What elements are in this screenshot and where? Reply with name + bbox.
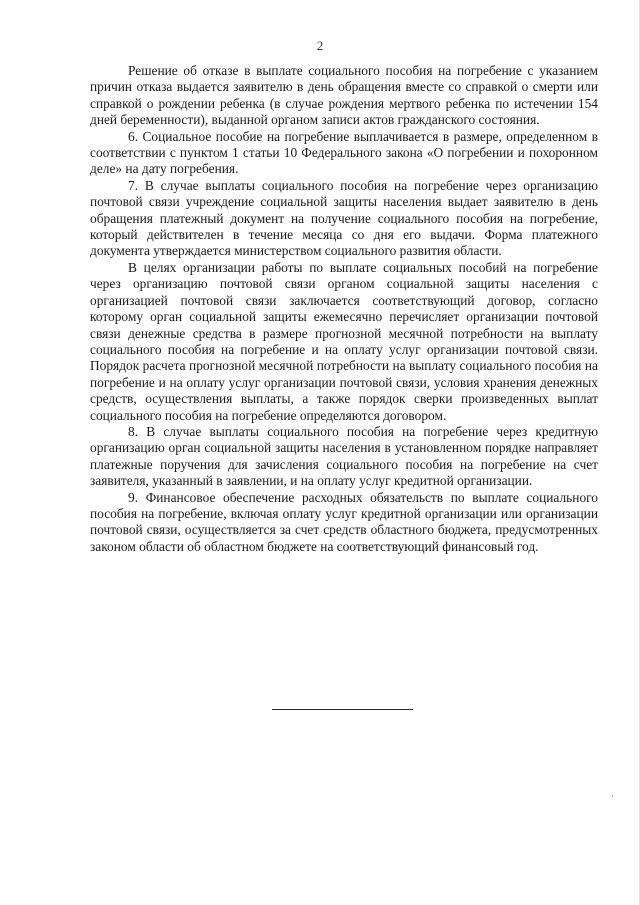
end-separator-line bbox=[272, 709, 413, 710]
page-number: 2 bbox=[316, 38, 324, 53]
paragraph-9-financing: 9. Финансовое обеспечение расходных обязательств по выплате социального пособия на погребение, включая оплату услуг кредитной организации или организации почтовой связи, осуществляется за счет средств областного бюджета, предусмотренных законом области об областном бюджете на соответствующий финансовый год. bbox=[90, 489, 598, 554]
paragraph-8-credit-organization: 8. В случае выплаты социального пособия на погребение через кредитную организацию орган социальной защиты населения в установленном порядке направляет платежные поручения для зачисления социального пособия на погребение на счет заявителя, указанный в заявлении, и на оплату услуг кредитной организации. bbox=[90, 423, 598, 489]
paragraph-postal-organization-contract: В целях организации работы по выплате социальных пособий на погребение через организацию почтовой связи органом социальной защиты населения с организацией почтовой связи заключается соответствующий договор, согласно которому орган социальной защиты ежемесячно перечисляет организации почтовой связи денежные средства в размере прогнозной месячной потребности на выплату социального пособия на погребение и на оплату услуг организации почтовой связи. Порядок расчета прогнозной месячной потребности на выплату социального пособия на погребение и на оплату услуг организации почтовой связи, условия хранения денежных средств, осуществления выплаты, а также порядок сверки произведенных выплат социального пособия на погребение определяются договором. bbox=[90, 259, 598, 423]
paragraph-6-benefit-amount: 6. Социальное пособие на погребение выплачивается в размере, определенном в соответствии с пунктом 1 статьи 10 Федерального закона «О погребении и похоронном деле» на дату погребения. bbox=[90, 128, 598, 177]
paragraph-refusal-decision: Решение об отказе в выплате социального пособия на погребение с указанием причин отказа выдается заявителю в день обращения вместе со справкой о смерти или справкой о рождении ребенка (в случае рождения мертвого ребенка по истечении 154 дней беременности), выданной органом записи актов гражданского состояния. bbox=[90, 63, 598, 128]
paragraph-7-postal-payment: 7. В случае выплаты социального пособия на погребение через организацию почтовой связи учреждение социальной защиты населения выдает заявителю в день обращения платежный документ на получение социального пособия на погребение, который действителен в течение месяца со дня его выдачи. Форма платежного документа утверждается министерством социального развития области. bbox=[90, 177, 598, 259]
scan-speck bbox=[612, 795, 613, 797]
document-body bbox=[90, 63, 598, 555]
